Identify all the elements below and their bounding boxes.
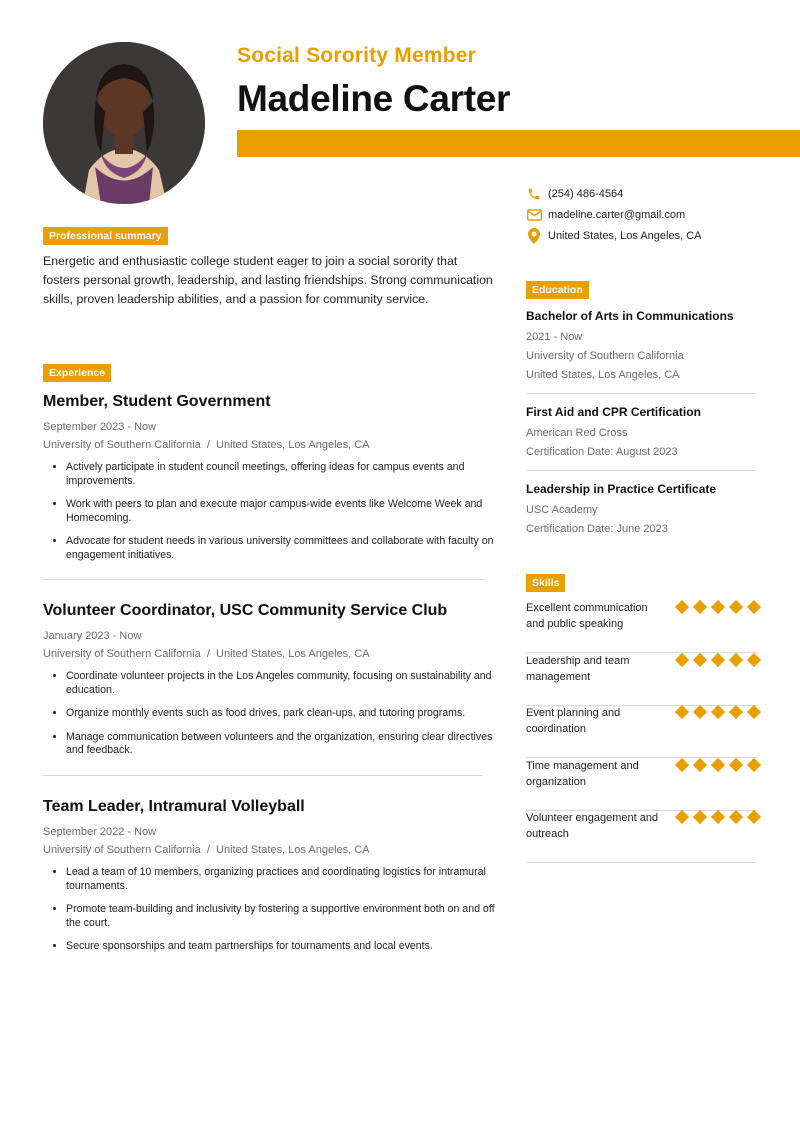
rating-diamond-icon [711,600,725,614]
rating-diamond-icon [747,758,761,772]
job-entry [43,601,495,768]
job-location: United States, Los Angeles, CA [216,844,370,856]
contact-email [526,207,685,223]
rating-diamond-icon [693,600,707,614]
education-title: First Aid and CPR Certification [526,405,701,419]
education-entry [526,308,757,385]
email-icon [526,207,542,223]
skill-row [526,758,757,811]
skill-row [526,810,757,863]
skill-row [526,653,757,706]
skill-name: Event planning and coordination [526,707,621,735]
rating-diamond-icon [693,653,707,667]
education-line: Certification Date: June 2023 [526,523,668,535]
bullet-item: • Manage communication between volunteers and the organization, ensuring clear directives and feedback. [66,731,495,758]
rating-diamond-icon [693,810,707,824]
rating-diamond-icon [729,600,743,614]
accent-bar [237,130,800,157]
skill-row [526,705,757,758]
rating-diamond-icon [711,653,725,667]
phone-icon [526,186,542,202]
section-divider [43,775,483,776]
job-role-title: Social Sorority Member [237,44,476,67]
job-bullets [43,866,495,954]
skill-rating [677,760,767,770]
education-line: USC Academy [526,504,598,516]
section-divider [43,579,483,580]
rating-diamond-icon [747,810,761,824]
rating-diamond-icon [747,705,761,719]
skill-rating [677,812,767,822]
job-title: Member, Student Government [43,393,271,410]
bullet-item: • Coordinate volunteer projects in the Los Angeles community, focusing on sustainability and education. [66,670,495,697]
skill-name: Volunteer engagement and outreach [526,812,659,840]
contact-location [526,228,701,244]
job-organization: University of Southern California [43,439,201,451]
experience-heading: Experience [43,364,111,382]
rating-diamond-icon [693,705,707,719]
location-text: United States, Los Angeles, CA [548,230,702,242]
education-line: University of Southern California [526,350,684,362]
job-organization: University of Southern California [43,844,201,856]
contact-phone [526,186,623,202]
job-dates: January 2023 - Now [43,630,142,642]
email-text: madeline.carter@gmail.com [548,209,686,221]
rating-diamond-icon [747,600,761,614]
education-title: Leadership in Practice Certificate [526,482,717,496]
education-title: Bachelor of Arts in Communications [526,309,734,323]
education-line: American Red Cross [526,427,628,439]
bullet-item: • Lead a team of 10 members, organizing practices and coordinating logistics for intramural tournaments. [66,866,495,893]
skill-rating [677,602,767,612]
education-heading: Education [526,281,589,299]
section-divider [526,393,757,394]
bullet-item: • Secure sponsorships and team partnerships for tournaments and local events. [66,940,495,954]
job-bullets [43,670,495,758]
rating-diamond-icon [675,810,689,824]
bullet-item: • Actively participate in student council meetings, offering ideas for campus events and improvements. [66,461,495,488]
rating-diamond-icon [729,758,743,772]
job-location: United States, Los Angeles, CA [216,648,370,660]
separator: / [203,648,213,660]
summary-text: Energetic and enthusiastic college student eager to join a social sorority that fosters personal growth, leadership, and lasting friendships. Strong communication skills, proven leadership abilities, and a passion for community service. [43,254,493,306]
bullet-item: • Work with peers to plan and execute major campus-wide events like Welcome Week and Homecoming. [66,498,495,525]
rating-diamond-icon [675,653,689,667]
bullet-item: • Promote team-building and inclusivity by fostering a supportive environment both on and off the court. [66,903,495,930]
job-entry [43,797,495,964]
education-line: Certification Date: August 2023 [526,446,678,458]
rating-diamond-icon [675,600,689,614]
rating-diamond-icon [747,653,761,667]
education-line: United States, Los Angeles, CA [526,369,680,381]
job-org-location [43,436,495,454]
bullet-item: • Advocate for student needs in various university committees and collaborate with faculty on engagement initiatives. [66,535,495,562]
skill-name: Time management and organization [526,760,639,788]
job-dates: September 2022 - Now [43,826,157,838]
phone-text: (254) 486-4564 [548,188,624,200]
separator: / [203,844,213,856]
rating-diamond-icon [675,758,689,772]
education-entry [526,404,757,462]
profile-photo [43,42,205,204]
skill-name: Leadership and team management [526,655,630,683]
job-location: United States, Los Angeles, CA [216,439,370,451]
skill-row [526,600,757,653]
education-line: 2021 - Now [526,331,583,343]
bullet-item: • Organize monthly events such as food drives, park clean-ups, and tutoring programs. [66,707,495,721]
job-org-location [43,841,495,859]
rating-diamond-icon [729,653,743,667]
rating-diamond-icon [711,705,725,719]
job-dates: September 2023 - Now [43,421,157,433]
rating-diamond-icon [675,705,689,719]
summary-heading: Professional summary [43,227,168,245]
rating-diamond-icon [693,758,707,772]
candidate-name: Madeline Carter [237,78,511,119]
rating-diamond-icon [729,810,743,824]
separator: / [203,439,213,451]
job-entry [43,392,495,572]
job-bullets [43,461,495,562]
job-title: Team Leader, Intramural Volleyball [43,798,305,815]
location-pin-icon [526,228,542,244]
rating-diamond-icon [711,810,725,824]
skills-heading: Skills [526,574,565,592]
rating-diamond-icon [711,758,725,772]
section-divider [526,470,757,471]
skill-rating [677,707,767,717]
job-organization: University of Southern California [43,648,201,660]
job-title: Volunteer Coordinator, USC Community Service Club [43,602,448,619]
skill-name: Excellent communication and public speaking [526,602,648,630]
skill-rating [677,655,767,665]
job-org-location [43,645,495,663]
rating-diamond-icon [729,705,743,719]
education-entry [526,481,757,539]
